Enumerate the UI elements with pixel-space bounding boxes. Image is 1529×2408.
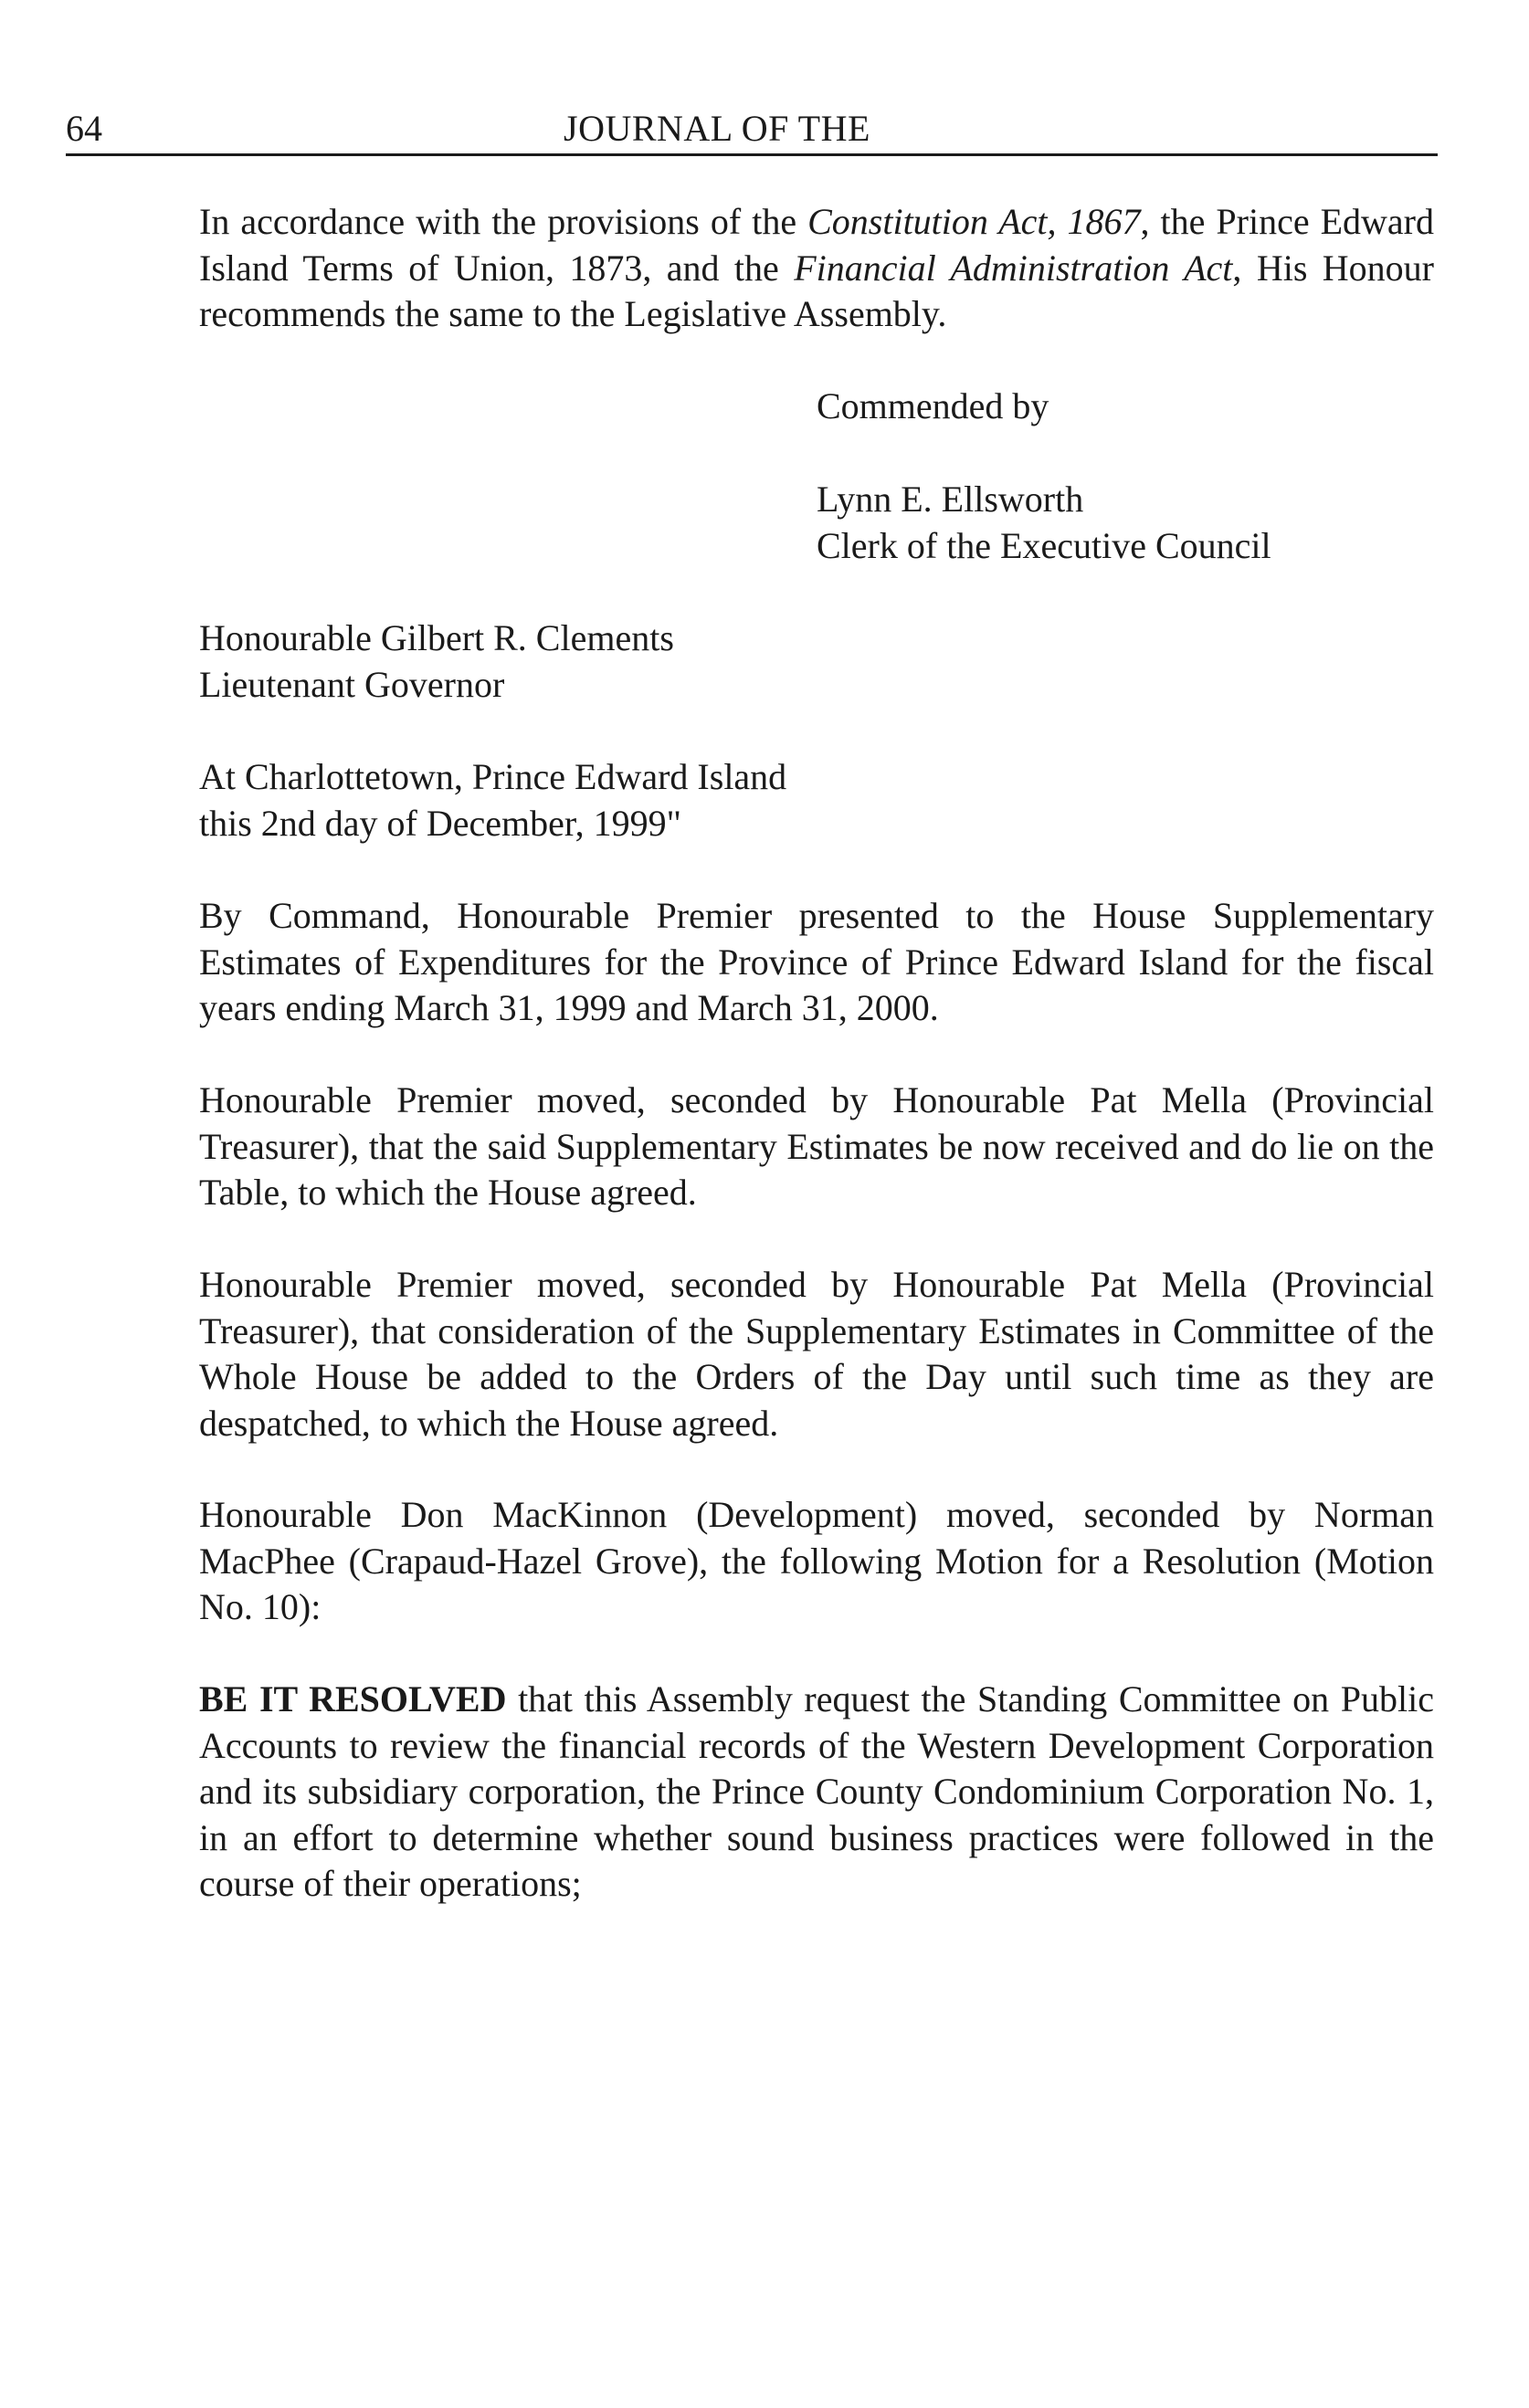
- running-head: [66, 102, 1436, 155]
- constitution-act: Constitution Act, 1867: [807, 201, 1141, 242]
- clerk-signature: [817, 477, 1271, 569]
- place: At Charlottetown, Prince Edward Island: [199, 756, 787, 797]
- date: this 2nd day of December, 1999": [199, 802, 681, 844]
- recommendation-text-2: , the Prince Edward Island Terms of Union, 1873, and the: [199, 201, 1434, 289]
- commended-block: [817, 384, 1049, 430]
- financial-administration-act: Financial Administration Act: [794, 247, 1233, 289]
- page-number: 64: [66, 108, 102, 149]
- clerk-name: Lynn E. Ellsworth: [817, 478, 1084, 520]
- header-rule: [66, 153, 1438, 156]
- resolution-text: that this Assembly request the Standing Committee on Public Accounts to review the financial records of the Western Development Corporation and its subsidiary corporation, the Prince County Condominium Corporation No. 1, in an effort to determine whether sound business practices were followed in the course of their operations;: [199, 1678, 1434, 1904]
- commended-label: Commended by: [817, 385, 1049, 426]
- governor-block: [199, 615, 674, 708]
- resolution-paragraph: [199, 1677, 1434, 1908]
- clerk-title: Clerk of the Executive Council: [817, 524, 1271, 566]
- governor-name: Honourable Gilbert R. Clements: [199, 617, 674, 658]
- command-paragraph: By Command, Honourable Premier presented to the House Supplementary Estimates of Expenditures for the Province of Prince Edward Island for the fiscal years ending March 31, 1999 and March 31, 2000.: [199, 895, 1434, 1028]
- motion-resolution-paragraph: Honourable Don MacKinnon (Development) moved, seconded by Norman MacPhee (Crapaud-Hazel Grove), the following Motion for a Resolution (Motion No. 10):: [199, 1494, 1434, 1627]
- resolution-lead: BE IT RESOLVED: [199, 1678, 507, 1719]
- motion-committee-paragraph: Honourable Premier moved, seconded by Honourable Pat Mella (Provincial Treasurer), that consideration of the Supplementary Estimates in Committee of the Whole House be added to the Orders of the Day until such time as they are despatched, to which the House agreed.: [199, 1264, 1434, 1444]
- recommendation-paragraph: [199, 199, 1434, 338]
- journal-title: JOURNAL OF THE: [564, 108, 870, 149]
- place-date-block: [199, 754, 786, 846]
- motion-received-paragraph: Honourable Premier moved, seconded by Honourable Pat Mella (Provincial Treasurer), that the said Supplementary Estimates be now received and do lie on the Table, to which the House agreed.: [199, 1079, 1434, 1213]
- governor-title: Lieutenant Governor: [199, 663, 505, 705]
- recommendation-text-3: , His Honour recommends the same to the Legislative Assembly.: [199, 247, 1435, 334]
- recommendation-text-1: In accordance with the provisions of the: [199, 201, 808, 242]
